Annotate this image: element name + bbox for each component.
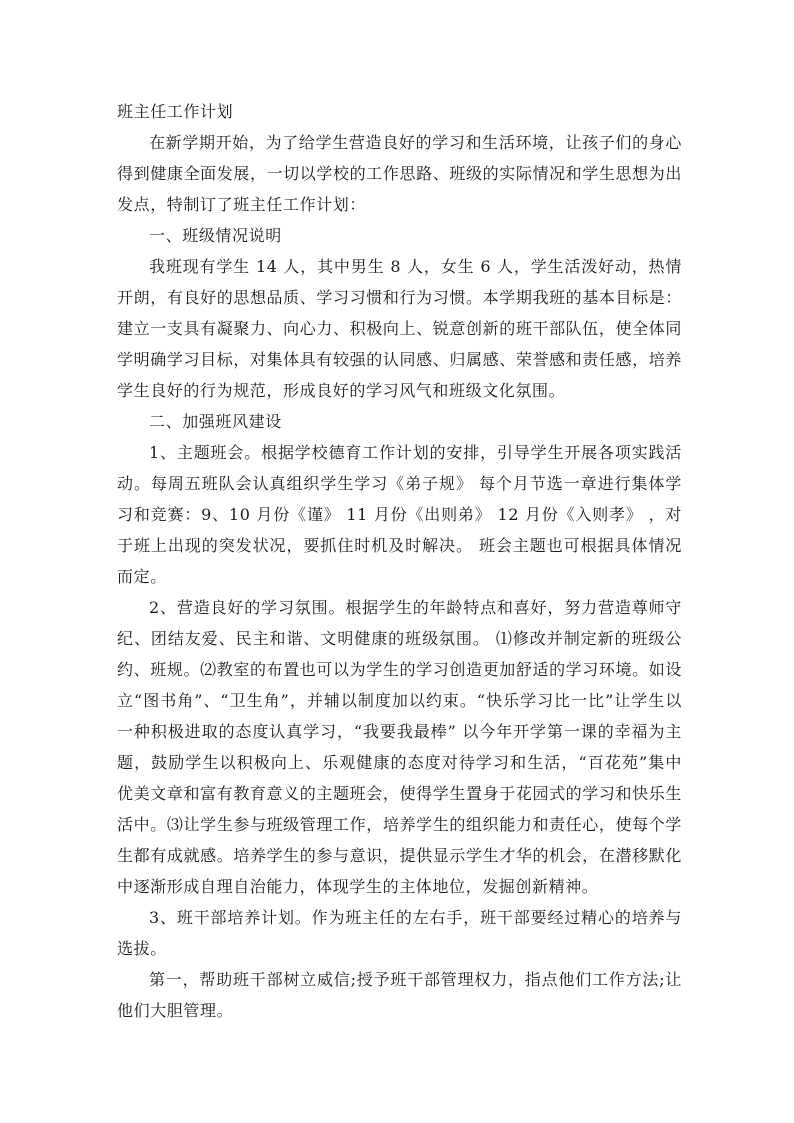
- cadre-authority-paragraph: 第一，帮助班干部树立威信;授予班干部管理权力，指点他们工作方法;让他们大胆管理。: [117, 970, 682, 1020]
- class-cadre-training-paragraph: 3、班干部培养计划。作为班主任的左右手，班干部要经过精心的培养与选拔。: [117, 908, 682, 958]
- theme-class-meeting-paragraph: 1、主题班会。根据学校德育工作计划的安排，引导学生开展各项实践活动。每周五班队会认真组织学生学习《弟子规》 每个月节选一章进行集体学习和竞赛：9、10 月份《谨》 11 月份《出则弟》 12 月份《入则孝》 ，对于班上出现的突发状况，要抓住时机及时解决。 班会主题也可根据具体情况而定。: [117, 443, 682, 586]
- document-page: [117, 96, 682, 1026]
- intro-paragraph: 在新学期开始，为了给学生营造良好的学习和生活环境，让孩子们的身心得到健康全面发展，一切以学校的工作思路、班级的实际情况和学生思想为出发点，特制订了班主任工作计划：: [117, 133, 682, 214]
- section-heading-class-style: 二、加强班风建设: [149, 412, 282, 431]
- section-heading-class-situation: 一、班级情况说明: [149, 226, 282, 245]
- class-situation-paragraph: 我班现有学生 14 人，其中男生 8 人，女生 6 人，学生活泼好动，热情开朗，有良好的思想品质、学习习惯和行为习惯。本学期我班的基本目标是：建立一支具有凝聚力、向心力、积极向上、锐意创新的班干部队伍，使全体同学明确学习目标，对集体具有较强的认同感、归属感、荣誉感和责任感，培养学生良好的行为规范，形成良好的学习风气和班级文化氛围。: [117, 257, 682, 400]
- document-title: 班主任工作计划: [117, 102, 234, 121]
- learning-atmosphere-paragraph: 2、营造良好的学习氛围。根据学生的年龄特点和喜好，努力营造尊师守纪、团结友爱、民主和谐、文明健康的班级氛围。 ⑴修改并制定新的班级公约、班规。⑵教室的布置也可以为学生的学习创造更加舒适的学习环境。如设立“图书角”、“卫生角”，并辅以制度加以约束。“快乐学习比一比”让学生以一种积极进取的态度认真学习，“我要我最棒” 以今年开学第一课的幸福为主题，鼓励学生以积极向上、乐观健康的态度对待学习和生活，“百花苑”集中优美文章和富有教育意义的主题班会，使得学生置身于花园式的学习和快乐生活中。⑶让学生参与班级管理工作，培养学生的组织能力和责任心，使每个学生都有成就感。培养学生的参与意识，提供显示学生才华的机会，在潜移默化中逐渐形成自理自治能力，体现学生的主体地位，发掘创新精神。: [117, 598, 682, 896]
